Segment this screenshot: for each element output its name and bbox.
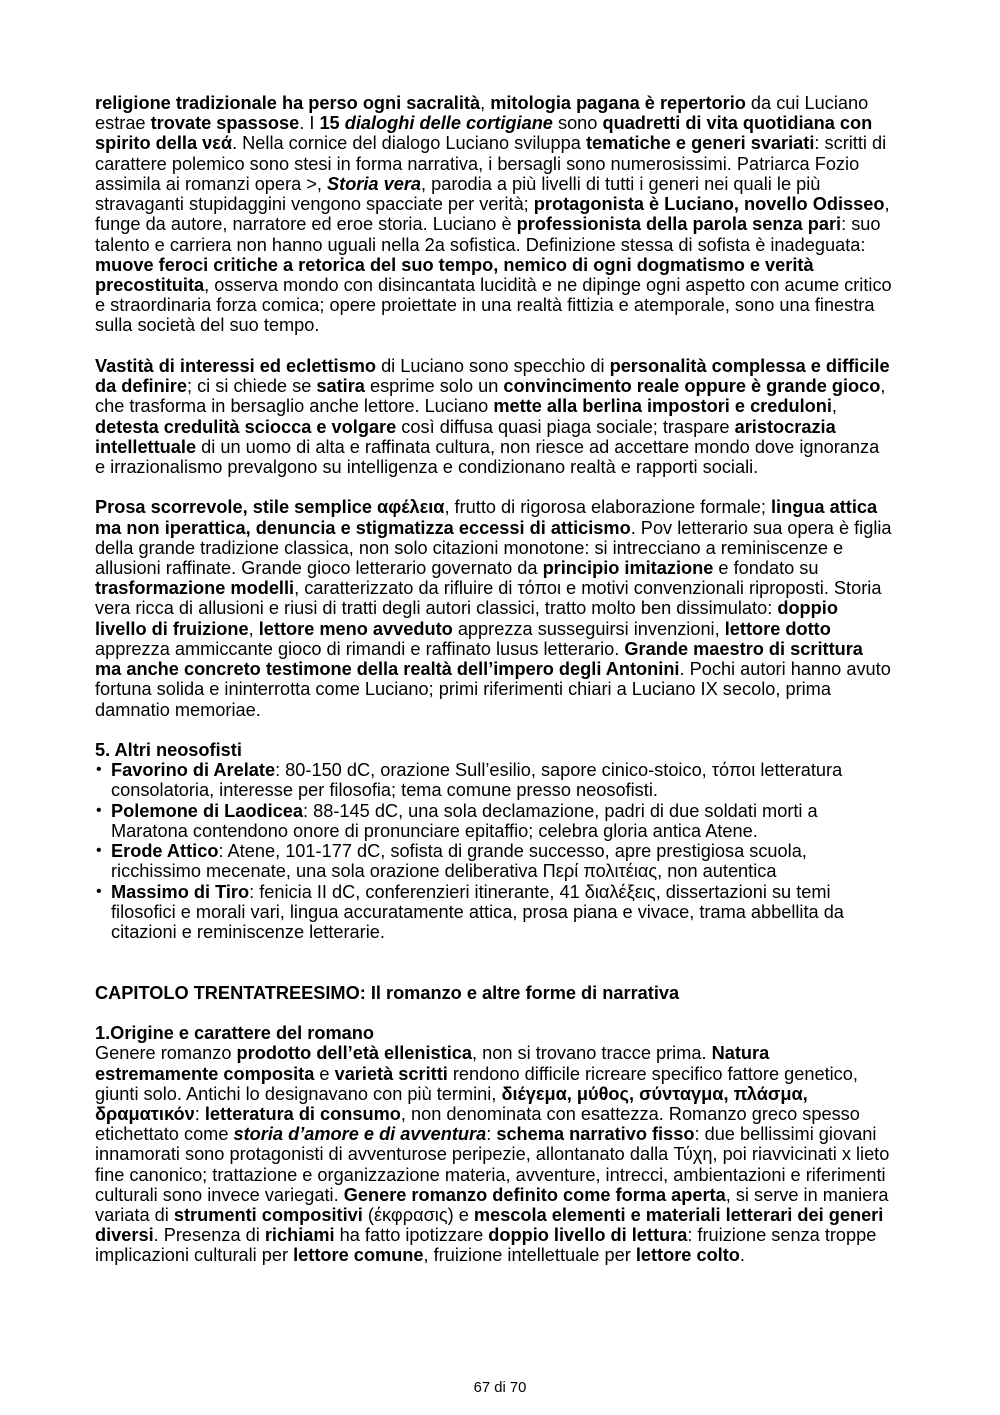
text-run: sono xyxy=(552,113,603,134)
page-footer xyxy=(0,1378,1000,1398)
text-line xyxy=(95,1165,925,1185)
text-run: ha fatto ipotizzare xyxy=(334,1225,489,1246)
text-run: citazioni e reminiscenze letterarie. xyxy=(111,921,385,942)
text-line xyxy=(95,700,925,720)
bullet-marker: • xyxy=(96,842,102,860)
text-run: e straordinaria forza comica; opere proiettate in una realtà fittizia e atemporale, sono una finestra xyxy=(95,295,875,316)
text-run: apprezza ammiccante gioco di rimandi e raffinato lusus letterario. xyxy=(95,638,625,659)
paragraph xyxy=(95,93,925,336)
text-run: e fondato su xyxy=(713,558,819,579)
text-line xyxy=(95,133,925,153)
text-line xyxy=(95,235,925,255)
text-run: fortuna solida e ininterrotta come Luciano; primi riferimenti chiari a Luciano IX secolo, prima xyxy=(95,679,831,700)
text-line xyxy=(95,578,925,598)
bold-italic-text: dialoghi delle cortigiane xyxy=(344,113,553,134)
bold-text: 15 xyxy=(319,113,345,134)
text-run: damnatio memoriae. xyxy=(95,699,261,720)
text-line xyxy=(95,1144,925,1164)
bullet-marker: • xyxy=(96,801,102,819)
text-run: così diffusa quasi piaga sociale; traspare xyxy=(396,416,735,437)
text-run: , xyxy=(480,93,491,113)
text-line xyxy=(95,1225,925,1245)
bold-text: lettore meno avveduto xyxy=(258,618,453,639)
text-line xyxy=(95,417,925,437)
text-line xyxy=(111,902,925,922)
bullet-list xyxy=(95,760,925,942)
text-line xyxy=(95,983,925,1003)
text-line xyxy=(111,760,925,780)
bold-text: lettore comune xyxy=(293,1245,424,1266)
text-run: assimila ai romanzi opera >, xyxy=(95,173,327,194)
bold-text: personalità complessa e difficile xyxy=(609,355,890,376)
text-line xyxy=(95,457,925,477)
bold-text: strumenti compositivi xyxy=(173,1205,363,1226)
text-run: carattere polemico sono stesi in forma narrativa, i bersagli sono numerosissimi. Patriarca Fozio xyxy=(95,153,860,174)
bold-text: CAPITOLO TRENTATREESIMO: Il romanzo e altre forme di narrativa xyxy=(95,982,680,1003)
bold-text: Favorino di Arelate xyxy=(111,760,276,781)
bold-text: mitologia pagana è repertorio xyxy=(490,93,746,113)
bold-text: tematiche e generi svariati xyxy=(585,133,815,154)
text-run: Maratona contendono onore di pronunciare epitaffio; celebra gloria antica Atene. xyxy=(111,820,758,841)
bold-text: quadretti di vita quotidiana con xyxy=(602,113,873,134)
text-line xyxy=(95,376,925,396)
text-line xyxy=(95,356,925,376)
bold-text: Prosa scorrevole, stile semplice αφέλεια xyxy=(95,497,445,518)
chapter-subheading xyxy=(95,1023,925,1043)
text-run: , non denominata con esattezza. Romanzo greco spesso xyxy=(400,1103,860,1124)
bold-text: δραματικόν xyxy=(95,1103,195,1124)
text-run: , osserva mondo con disincantata lucidità e ne dipinge ogni aspetto con acume critico xyxy=(204,274,892,295)
text-run: e irrazionalismo prevalgono su intelligenza e condizionano realtà e rapporti sociali. xyxy=(95,456,759,477)
bold-text: precostituita xyxy=(95,274,205,295)
bold-text: Natura xyxy=(711,1043,770,1064)
paragraph xyxy=(95,1043,925,1265)
text-line xyxy=(111,922,925,942)
bold-text: principio imitazione xyxy=(542,558,714,579)
text-line xyxy=(95,255,925,275)
bold-text: intellettuale xyxy=(95,436,197,457)
bold-text: διέγεμα, μύθος, σύνταγμα, πλάσμα, xyxy=(501,1083,808,1104)
text-run: (έκφρασις) e xyxy=(362,1205,474,1226)
bold-text: Erode Attico xyxy=(111,841,219,862)
text-run: culturali sono invece variegati. xyxy=(95,1184,344,1205)
text-run: : fruizione senza troppe xyxy=(687,1225,877,1246)
text-run: giunti solo. Antichi lo designavano con più termini, xyxy=(95,1083,502,1104)
text-run: : scritti di xyxy=(814,133,887,154)
text-run: vera ricca di allusioni e riusi di tratti degli autori classici, tratto molto ben dissimulato: xyxy=(95,598,778,619)
bold-text: professionista della parola senza pari xyxy=(516,214,842,235)
text-line xyxy=(95,518,925,538)
text-line xyxy=(95,113,925,133)
bold-text: doppio xyxy=(777,598,838,619)
bold-text: trasformazione modelli xyxy=(95,578,295,599)
bold-text: muove feroci critiche a retorica del suo tempo, nemico di ogni dogmatismo e verità xyxy=(95,254,814,275)
text-line xyxy=(95,1084,925,1104)
text-run: : xyxy=(486,1124,497,1145)
list-item xyxy=(95,882,925,943)
bold-text: protagonista è Luciano, novello Odisseo xyxy=(533,194,885,215)
text-run: etichettato come xyxy=(95,1124,234,1145)
text-run: Genere romanzo xyxy=(95,1043,237,1064)
text-line xyxy=(111,821,925,841)
text-line xyxy=(95,1185,925,1205)
text-line xyxy=(95,214,925,234)
text-run: , xyxy=(831,396,837,417)
text-run: , parodia a più livelli di tutti i generi nei quali le più xyxy=(421,173,821,194)
bold-text: lettore colto xyxy=(635,1245,740,1266)
text-line xyxy=(111,841,925,861)
list-item-text xyxy=(111,841,925,881)
text-run: , frutto di rigorosa elaborazione formale; xyxy=(444,497,771,518)
chapter-title xyxy=(95,983,925,1003)
text-run: innamorati sono protagonisti di avventurose peripezie, allontanato dalla Τύχη, poi riavvicinati x lieto xyxy=(95,1144,890,1165)
list-item-text xyxy=(111,882,925,943)
text-line xyxy=(111,861,925,881)
text-run: : fenicia II dC, conferenzieri itinerante, 41 διαλέξεις, dissertazioni su temi xyxy=(249,881,831,902)
text-line xyxy=(111,801,925,821)
text-line xyxy=(95,1245,925,1265)
text-run: , si serve in maniera xyxy=(725,1184,889,1205)
bold-text: estremamente composita xyxy=(95,1063,315,1084)
text-run: : xyxy=(194,1103,205,1124)
bold-text: doppio livello di lettura xyxy=(488,1225,688,1246)
text-run: . Nella cornice del dialogo Luciano sviluppa xyxy=(232,133,586,154)
bold-text: Genere romanzo definito come forma aperta xyxy=(343,1184,726,1205)
text-run: . Pochi autori hanno avuto xyxy=(679,659,891,680)
text-run: : 88-145 dC, una sola declamazione, padri di due soldati morti a xyxy=(303,800,818,821)
list-item xyxy=(95,841,925,881)
text-line xyxy=(111,780,925,800)
bold-text: trovate spassose xyxy=(150,113,300,134)
text-run: funge da autore, narratore ed eroe storia. Luciano è xyxy=(95,214,517,235)
bold-text: 1.Origine e carattere del romano xyxy=(95,1023,374,1044)
text-run: . Presenza di xyxy=(153,1225,265,1246)
bold-text: schema narrativo fisso xyxy=(496,1124,695,1145)
text-line xyxy=(95,679,925,699)
text-run: , fruizione intellettuale per xyxy=(423,1245,636,1266)
text-line xyxy=(95,598,925,618)
text-run: : due bellissimi giovani xyxy=(694,1124,877,1145)
text-run: apprezza susseguirsi invenzioni, xyxy=(452,618,725,639)
bold-text: Vastità di interessi ed eclettismo xyxy=(95,355,377,376)
bold-text: lettore dotto xyxy=(724,618,831,639)
text-line xyxy=(95,275,925,295)
list-item-text xyxy=(111,760,925,800)
text-line xyxy=(95,194,925,214)
text-run: rendono difficile ricreare specifico fattore genetico, xyxy=(447,1063,858,1084)
list-item-text xyxy=(111,801,925,841)
text-run: , xyxy=(880,376,886,397)
text-run: , xyxy=(248,618,259,639)
text-run: . xyxy=(739,1245,745,1266)
bold-italic-text: Storia vera xyxy=(327,173,422,194)
bold-text: diversi xyxy=(95,1225,154,1246)
text-run: ; ci si chiede se xyxy=(186,376,317,397)
text-run: estrae xyxy=(95,113,151,134)
bold-text: richiami xyxy=(264,1225,335,1246)
text-line xyxy=(95,659,925,679)
text-run: stravaganti stupidaggini vengono spacciate per verità; xyxy=(95,194,534,215)
text-line xyxy=(95,295,925,315)
bold-italic-text: storia d’amore e di avventura xyxy=(233,1124,487,1145)
text-run: : suo xyxy=(841,214,881,235)
text-line xyxy=(95,619,925,639)
bold-text: Polemone di Laodicea xyxy=(111,800,304,821)
text-run: . I xyxy=(299,113,320,134)
list-item xyxy=(95,760,925,800)
bullet-marker: • xyxy=(96,882,102,900)
text-line xyxy=(111,882,925,902)
bold-text: mescola elementi e materiali letterari dei generi xyxy=(473,1205,884,1226)
bold-text: Massimo di Tiro xyxy=(111,881,250,902)
section-heading xyxy=(95,740,925,760)
bold-text: religione tradizionale ha perso ogni sacralità xyxy=(95,93,481,113)
text-run: variata di xyxy=(95,1205,174,1226)
text-run: , caratterizzato da rifluire di τόποι e motivi convenzionali riproposti. Storia xyxy=(294,578,882,599)
text-line xyxy=(95,558,925,578)
bold-text: ma non iperattica, denuncia e stigmatizza eccessi di atticismo xyxy=(95,517,631,538)
bold-text: lingua attica xyxy=(770,497,878,518)
bold-text: mette alla berlina impostori e creduloni xyxy=(493,396,832,417)
text-line xyxy=(95,93,925,113)
bold-text: detesta credulità sciocca e volgare xyxy=(95,416,397,437)
text-run: implicazioni culturali per xyxy=(95,1245,294,1266)
list-item xyxy=(95,801,925,841)
text-run: da cui Luciano xyxy=(745,93,869,113)
bold-text: Grande maestro di scrittura xyxy=(624,638,863,659)
text-run: di Luciano sono specchio di xyxy=(376,355,610,376)
text-run: e xyxy=(314,1063,335,1084)
paragraph xyxy=(95,356,925,477)
text-run: , non si trovano tracce prima. xyxy=(472,1043,712,1064)
text-line xyxy=(95,1023,925,1043)
text-run: allusioni raffinate. Grande gioco letterario governato da xyxy=(95,558,543,579)
page-number: 67 di 70 xyxy=(473,1380,527,1396)
text-line xyxy=(95,1064,925,1084)
text-run: esprime solo un xyxy=(364,376,504,397)
bold-text: convincimento reale oppure è grande gioco xyxy=(503,376,881,397)
bullet-marker: • xyxy=(96,761,102,779)
text-line xyxy=(95,174,925,194)
text-run: filosofici e morali vari, lingua accuratamente attica, prosa piana e vivace, trama abbellita da xyxy=(111,901,844,922)
text-line xyxy=(95,154,925,174)
text-run: : 80-150 dC, orazione Sull’esilio, sapore cinico-stoico, τόποι letteratura xyxy=(275,760,843,781)
bold-text: aristocrazia xyxy=(734,416,836,437)
text-run: della grande tradizione classica, non solo citazioni monotone: si intrecciano a reminiscenze e xyxy=(95,537,844,558)
text-run: talento e carriera non hanno uguali nella 2a sofistica. Definizione stessa di sofista è inadeguata: xyxy=(95,234,866,255)
text-line xyxy=(95,1124,925,1144)
text-run: , xyxy=(884,194,890,215)
text-line xyxy=(95,396,925,416)
page-content xyxy=(95,93,925,1266)
text-line xyxy=(95,538,925,558)
text-run: . Pov letterario sua opera è figlia xyxy=(630,517,892,538)
text-line xyxy=(95,497,925,517)
text-line xyxy=(95,1043,925,1063)
bold-text: spirito della νεά xyxy=(95,133,233,154)
text-line xyxy=(95,1205,925,1225)
text-line xyxy=(95,315,925,335)
text-line xyxy=(95,1104,925,1124)
text-line xyxy=(95,639,925,659)
paragraph xyxy=(95,497,925,719)
bold-text: livello di fruizione xyxy=(95,618,249,639)
bold-text: ma anche concreto testimone della realtà dell’impero degli Antonini xyxy=(95,659,680,680)
text-run: che trasforma in bersaglio anche lettore. Luciano xyxy=(95,396,494,417)
bold-text: da definire xyxy=(95,376,187,397)
bold-text: 5. Altri neosofisti xyxy=(95,740,242,760)
text-line xyxy=(95,437,925,457)
text-run: sulla società del suo tempo. xyxy=(95,315,320,336)
text-run: : Atene, 101-177 dC, sofista di grande successo, apre prestigiosa scuola, xyxy=(218,841,807,862)
bold-text: prodotto dell’età ellenistica xyxy=(236,1043,473,1064)
text-run: consolatoria, interesse per filosofia; tema comune presso neosofisti. xyxy=(111,780,658,801)
text-run: ricchissimo mecenate, una sola orazione deliberativa Περί πολιτέιας, non autentica xyxy=(111,861,777,882)
bold-text: varietà scritti xyxy=(334,1063,448,1084)
text-line xyxy=(95,740,925,760)
text-run: di un uomo di alta e raffinata cultura, non riesce ad accettare mondo dove ignoranza xyxy=(196,436,880,457)
text-run: fine canonico; trattazione e organizzazione materia, avventure, intrecci, ambientazioni e riferimenti xyxy=(95,1164,886,1185)
bold-text: satira xyxy=(316,376,365,397)
bold-text: letteratura di consumo xyxy=(204,1103,401,1124)
